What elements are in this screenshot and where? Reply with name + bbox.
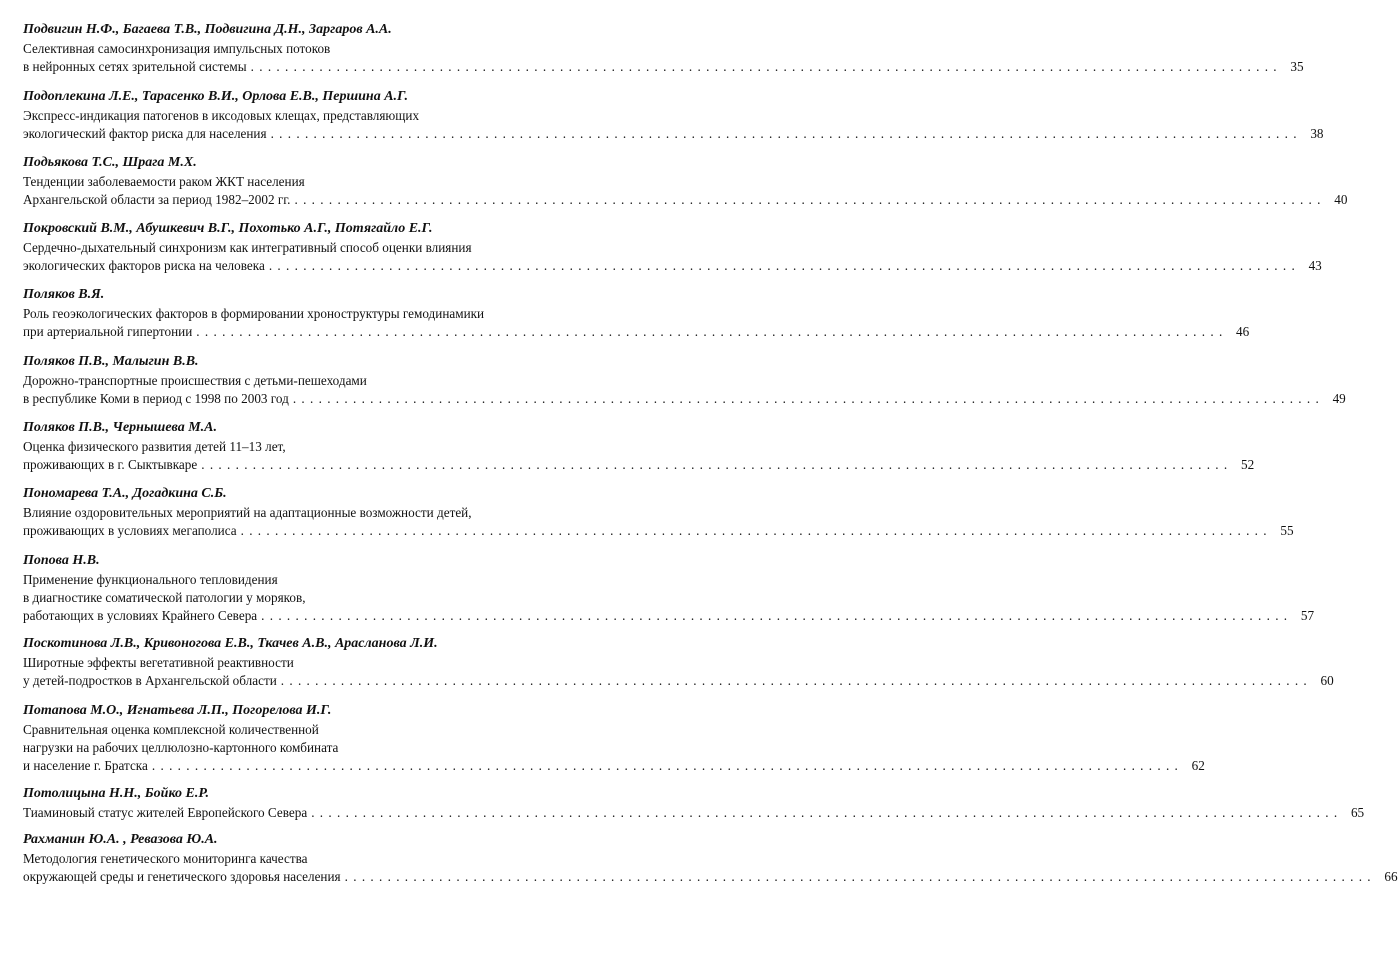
- entry-title-text: в диагностике соматической патологии у моряков,: [23, 590, 306, 605]
- entry-title-line: [23, 173, 598, 191]
- page-number: 49: [1332, 391, 1346, 406]
- entry-authors: Подвигин Н.Ф., Багаева Т.В., Подвигина Д.Н., Заргаров А.А.: [23, 22, 392, 37]
- entry-title-line: [23, 672, 1334, 690]
- entry-title-text: экологический фактор риска для населения: [23, 126, 267, 141]
- leader-dots: . . . . . . . . . . . . . . . . . . . . . . . . . . . . . . . . . . . . . . . . . . . . . . . . . . . . . . . . . . . . . . . . . . . . . . . . . . . . . . . . . . . . . . . . . . . . . . . . . . . . . . . . . . . . . . . . . . . . . . . .: [268, 258, 1296, 273]
- toc-entry: [23, 221, 1322, 275]
- toc-entry: [23, 420, 1255, 474]
- entry-title-line: [23, 589, 598, 607]
- entry-title-line: [23, 757, 1205, 775]
- toc-entry: [23, 486, 1294, 540]
- page-number: 60: [1320, 673, 1334, 688]
- entry-title-text: нагрузки на рабочих целлюлозно-картонного комбината: [23, 740, 339, 755]
- leader-dots: . . . . . . . . . . . . . . . . . . . . . . . . . . . . . . . . . . . . . . . . . . . . . . . . . . . . . . . . . . . . . . . . . . . . . . . . . . . . . . . . . . . . . . . . . . . . . . . . . . . . . . . . . . . . . . . . . . . . . . . .: [344, 869, 1372, 884]
- entry-title-text: в нейронных сетях зрительной системы: [23, 59, 247, 74]
- leader-dots: . . . . . . . . . . . . . . . . . . . . . . . . . . . . . . . . . . . . . . . . . . . . . . . . . . . . . . . . . . . . . . . . . . . . . . . . . . . . . . . . . . . . . . . . . . . . . . . . . . . . . . . . . . . . . . . . . . . . . . . .: [270, 126, 1298, 141]
- entry-authors: Поляков В.Я.: [23, 287, 105, 302]
- entry-title-text: Тиаминовый статус жителей Европейского Севера: [23, 805, 308, 820]
- entry-title-line: [23, 571, 598, 589]
- entry-title-text: проживающих в г. Сыктывкаре: [23, 457, 198, 472]
- entry-title: [23, 372, 1346, 408]
- page-number: 52: [1241, 457, 1255, 472]
- entry-title: [23, 107, 1324, 143]
- entry-title-line: [23, 607, 1315, 625]
- page-number: 46: [1236, 324, 1250, 339]
- entry-title-text: Широтные эффекты вегетативной реактивности: [23, 655, 294, 670]
- leader-dots: . . . . . . . . . . . . . . . . . . . . . . . . . . . . . . . . . . . . . . . . . . . . . . . . . . . . . . . . . . . . . . . . . . . . . . . . . . . . . . . . . . . . . . . . . . . . . . . . . . . . . . . . . . . . . . . . . . . . . . . .: [240, 523, 1268, 538]
- page-number: 40: [1334, 192, 1348, 207]
- toc-entry: [23, 703, 1205, 775]
- entry-title: [23, 804, 1365, 822]
- entry-title-text: у детей-подростков в Архангельской области: [23, 673, 277, 688]
- toc-entry: [23, 786, 1365, 822]
- entry-title-text: Применение функционального тепловидения: [23, 572, 278, 587]
- entry-title-line: [23, 58, 1304, 76]
- entry-title-line: [23, 522, 1294, 540]
- entry-title-line: [23, 107, 598, 125]
- entry-title-text: Архангельской области за период 1982–2002 гг.: [23, 192, 291, 207]
- leader-dots: . . . . . . . . . . . . . . . . . . . . . . . . . . . . . . . . . . . . . . . . . . . . . . . . . . . . . . . . . . . . . . . . . . . . . . . . . . . . . . . . . . . . . . . . . . . . . . . . . . . . . . . . . . . . . . . . . . . . . . . .: [196, 324, 1224, 339]
- entry-title-text: Оценка физического развития детей 11–13 лет,: [23, 439, 286, 454]
- entry-title: [23, 571, 1315, 625]
- entry-authors: Подоплекина Л.Е., Тарасенко В.И., Орлова Е.В., Першина А.Г.: [23, 89, 408, 104]
- entry-title-text: Влияние оздоровительных мероприятий на адаптационные возможности детей,: [23, 505, 472, 520]
- toc-entry: [23, 832, 1398, 886]
- entry-title: [23, 438, 1255, 474]
- entry-title-line: [23, 40, 598, 58]
- entry-title-text: Сердечно-дыхательный синхронизм как интегративный способ оценки влияния: [23, 240, 472, 255]
- entry-title: [23, 654, 1334, 690]
- entry-title-text: окружающей среды и генетического здоровья населения: [23, 869, 341, 884]
- entry-title-line: [23, 438, 598, 456]
- entry-title-line: [23, 390, 1346, 408]
- entry-authors: Потапова М.О., Игнатьева Л.П., Погорелова И.Г.: [23, 703, 332, 718]
- leader-dots: . . . . . . . . . . . . . . . . . . . . . . . . . . . . . . . . . . . . . . . . . . . . . . . . . . . . . . . . . . . . . . . . . . . . . . . . . . . . . . . . . . . . . . . . . . . . . . . . . . . . . . . . . . . . . . . . . . . . . . . .: [311, 805, 1339, 820]
- entry-title-text: работающих в условиях Крайнего Севера: [23, 608, 258, 623]
- entry-authors: Поляков П.В., Малыгин В.В.: [23, 354, 199, 369]
- toc-entry: [23, 553, 1315, 625]
- entry-authors: Потолицына Н.Н., Бойко Е.Р.: [23, 786, 209, 801]
- entry-title: [23, 850, 1398, 886]
- entry-title-text: Экспресс-индикация патогенов в иксодовых клещах, представляющих: [23, 108, 420, 123]
- entry-title-line: [23, 372, 598, 390]
- toc-entry: [23, 354, 1346, 408]
- entry-title-line: [23, 721, 598, 739]
- toc-entry: [23, 22, 1304, 76]
- entry-authors: Попова Н.В.: [23, 553, 100, 568]
- entry-authors: Покровский В.М., Абушкевич В.Г., Похотько А.Г., Потягайло Е.Г.: [23, 221, 433, 236]
- entry-title-line: [23, 850, 598, 868]
- page-number: 65: [1350, 805, 1365, 820]
- page-number: 55: [1280, 523, 1294, 538]
- entry-title-line: [23, 868, 1398, 886]
- entry-title-line: [23, 739, 598, 757]
- entry-title-text: Методология генетического мониторинга качества: [23, 851, 308, 866]
- entry-title-text: Сравнительная оценка комплексной количественной: [23, 722, 319, 737]
- leader-dots: . . . . . . . . . . . . . . . . . . . . . . . . . . . . . . . . . . . . . . . . . . . . . . . . . . . . . . . . . . . . . . . . . . . . . . . . . . . . . . . . . . . . . . . . . . . . . . . . . . . . . . . . . . . . . . . . . . . . . . . .: [261, 608, 1289, 623]
- entry-title-line: [23, 456, 1255, 474]
- entry-authors: Поскотинова Л.В., Кривоногова Е.В., Ткачев А.В., Арасланова Л.И.: [23, 636, 438, 651]
- entry-title: [23, 721, 1205, 775]
- entry-title-line: [23, 257, 1322, 275]
- toc-entry: [23, 155, 1348, 209]
- entry-title: [23, 305, 1250, 341]
- entry-authors: Пономарева Т.А., Догадкина С.Б.: [23, 486, 227, 501]
- toc-entry: [23, 636, 1334, 690]
- entry-title-text: Роль геоэкологических факторов в формировании хроноструктуры гемодинамики: [23, 306, 485, 321]
- entry-title-line: [23, 125, 1324, 143]
- entry-title: [23, 173, 1348, 209]
- entry-title-line: [23, 239, 598, 257]
- entry-title-text: Дорожно-транспортные происшествия с детьми-пешеходами: [23, 373, 367, 388]
- entry-title-text: в республике Коми в период с 1998 по 2003 год: [23, 391, 289, 406]
- entry-authors: Рахманин Ю.А. , Ревазова Ю.А.: [23, 832, 218, 847]
- entry-title-text: Тенденции заболеваемости раком ЖКТ населения: [23, 174, 305, 189]
- leader-dots: . . . . . . . . . . . . . . . . . . . . . . . . . . . . . . . . . . . . . . . . . . . . . . . . . . . . . . . . . . . . . . . . . . . . . . . . . . . . . . . . . . . . . . . . . . . . . . . . . . . . . . . . . . . . . . . . . . . . . . . .: [201, 457, 1229, 472]
- entry-title-text: при артериальной гипертонии: [23, 324, 193, 339]
- entry-title-line: [23, 504, 598, 522]
- entry-title-line: [23, 654, 598, 672]
- entry-authors: Подьякова Т.С., Шрага М.Х.: [23, 155, 197, 170]
- toc-entry: [23, 89, 1324, 143]
- entry-title-text: и население г. Братска: [23, 758, 148, 773]
- entry-title-line: [23, 323, 1250, 341]
- entry-title-text: экологических факторов риска на человека: [23, 258, 265, 273]
- entry-title: [23, 504, 1294, 540]
- entry-title: [23, 239, 1322, 275]
- entry-title-text: Селективная самосинхронизация импульсных потоков: [23, 41, 331, 56]
- page-number: 38: [1310, 126, 1324, 141]
- entry-title: [23, 40, 1304, 76]
- page-number: 43: [1308, 258, 1322, 273]
- leader-dots: . . . . . . . . . . . . . . . . . . . . . . . . . . . . . . . . . . . . . . . . . . . . . . . . . . . . . . . . . . . . . . . . . . . . . . . . . . . . . . . . . . . . . . . . . . . . . . . . . . . . . . . . . . . . . . . . . . . . . . . .: [294, 192, 1322, 207]
- entry-title-line: [23, 804, 1365, 822]
- leader-dots: . . . . . . . . . . . . . . . . . . . . . . . . . . . . . . . . . . . . . . . . . . . . . . . . . . . . . . . . . . . . . . . . . . . . . . . . . . . . . . . . . . . . . . . . . . . . . . . . . . . . . . . . . . . . . . . . . . . . . . . .: [280, 673, 1308, 688]
- entry-title-line: [23, 191, 1348, 209]
- toc-entry: [23, 287, 1250, 341]
- entry-title-line: [23, 305, 598, 323]
- entry-authors: Поляков П.В., Чернышева М.А.: [23, 420, 217, 435]
- page-number: 66: [1384, 869, 1398, 884]
- page-number: 35: [1290, 59, 1304, 74]
- entry-title-text: проживающих в условиях мегаполиса: [23, 523, 237, 538]
- page-number: 57: [1300, 608, 1315, 623]
- leader-dots: . . . . . . . . . . . . . . . . . . . . . . . . . . . . . . . . . . . . . . . . . . . . . . . . . . . . . . . . . . . . . . . . . . . . . . . . . . . . . . . . . . . . . . . . . . . . . . . . . . . . . . . . . . . . . . . . . . . . . . . .: [151, 758, 1179, 773]
- leader-dots: . . . . . . . . . . . . . . . . . . . . . . . . . . . . . . . . . . . . . . . . . . . . . . . . . . . . . . . . . . . . . . . . . . . . . . . . . . . . . . . . . . . . . . . . . . . . . . . . . . . . . . . . . . . . . . . . . . . . . . . .: [250, 59, 1278, 74]
- page-number: 62: [1191, 758, 1205, 773]
- leader-dots: . . . . . . . . . . . . . . . . . . . . . . . . . . . . . . . . . . . . . . . . . . . . . . . . . . . . . . . . . . . . . . . . . . . . . . . . . . . . . . . . . . . . . . . . . . . . . . . . . . . . . . . . . . . . . . . . . . . . . . . .: [292, 391, 1320, 406]
